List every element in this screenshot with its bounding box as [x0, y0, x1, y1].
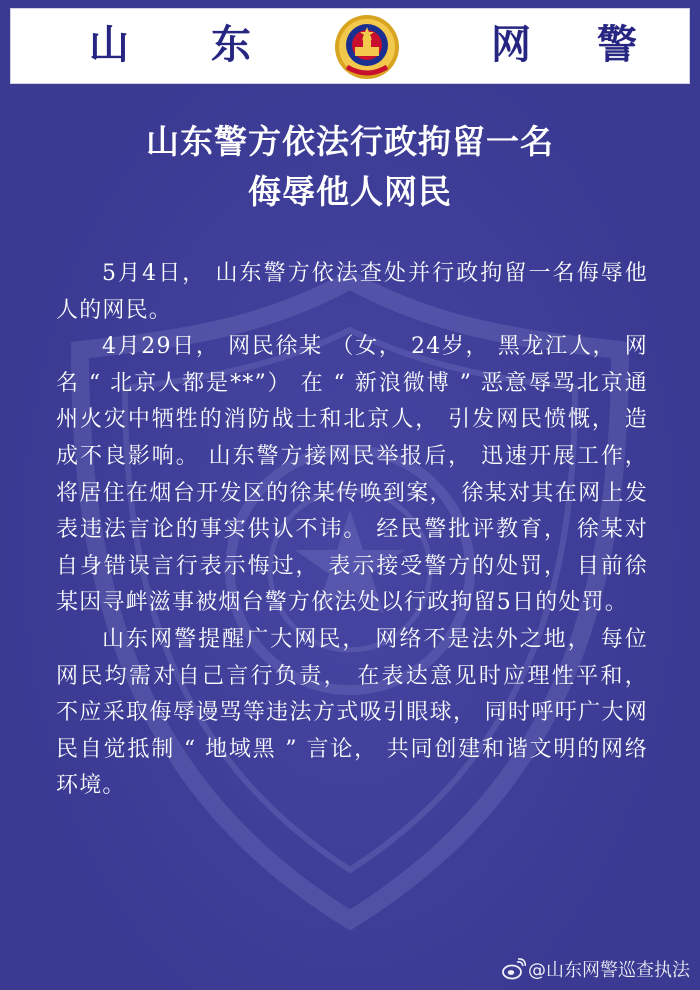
header-char-2: 东 [211, 21, 251, 68]
weibo-icon [502, 958, 526, 980]
paragraph: 4月29日， 网民徐某 （女， 24岁， 黑龙江人， 网名 “ 北京人都是**”） 在 “ 新浪微博 ” 恶意辱骂北京通州火灾中牺牲的消防战士和北京人， 引发网民愤慨， 造成不良影响。 山东警方接网民举报后， 迅速开展工作， 将居住在烟台开发区的徐某传唤到案， 徐某对其在网上发表违法言论的事实供认不讳。 经民警批评教育， 徐某对自身错误言行表示悔过， 表示接受警方的处罚， 目前徐某因寻衅滋事被烟台警方依法处以行政拘留5日的处罚。 [56, 334, 648, 616]
watermark-text: @山东网警巡查执法 [528, 960, 690, 981]
title-line-2: 侮辱他人网民 [248, 172, 452, 211]
police-badge-icon [333, 13, 401, 81]
header-char-4: 警 [597, 21, 637, 68]
weibo-watermark [502, 954, 690, 984]
article-body [56, 256, 648, 805]
paragraph: 山东网警提醒广大网民， 网络不是法外之地， 每位网民均需对自己言行负责， 在表达意见时应理性平和， 不应采取侮辱谩骂等违法方式吸引眼球， 同时呼吁广大网民自觉抵制 “ 地域黑 ” 言论， 共同创建和谐文明的网络环境。 [56, 626, 648, 799]
header-banner [10, 8, 690, 84]
header-char-1: 山 [89, 21, 129, 68]
title-line-1: 山东警方依法行政拘留一名 [146, 122, 554, 161]
header-char-3: 网 [491, 21, 531, 68]
paragraph: 5月4日， 山东警方依法查处并行政拘留一名侮辱他人的网民。 [56, 261, 648, 323]
